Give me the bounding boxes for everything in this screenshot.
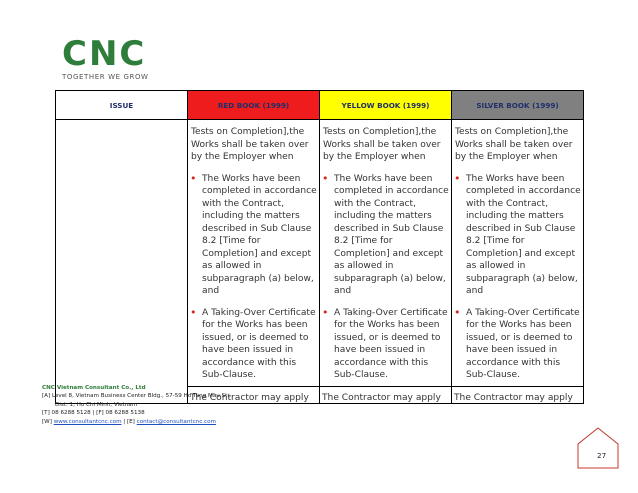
list-item — [452, 307, 583, 382]
logo-tagline: TOGETHER WE GROW — [62, 73, 149, 81]
cell-intro: Tests on Completion],the Works shall be taken over by the Employer when — [323, 127, 441, 162]
bullet-text: A Taking-Over Certificate for the Works has been issued, or is deemed to have been issued in accordance with this Sub-Clause. — [334, 307, 448, 380]
header-red-book: RED BOOK (1999) — [188, 91, 320, 120]
website-link[interactable]: www.consultantcnc.com — [53, 418, 122, 425]
bullet-text: A Taking-Over Certificate for the Works has been issued, or is deemed to have been issued in accordance with this Sub-Clause. — [202, 307, 316, 380]
table-header-row — [56, 91, 584, 120]
bullet-icon: • — [190, 171, 197, 185]
company-logo — [62, 36, 149, 81]
issue-cell — [56, 120, 188, 404]
bullet-list — [452, 173, 583, 382]
page-number: 27 — [597, 451, 607, 460]
header-yellow-book: YELLOW BOOK (1999) — [320, 91, 452, 120]
bullet-list — [188, 173, 319, 382]
list-item — [452, 173, 583, 298]
address-line-1: [A] Level 8, Vietnam Business Center Bldg., 57-59 Ho Tung Mau St., — [42, 393, 231, 400]
bullet-icon: • — [322, 305, 329, 319]
cell-outro: The Contractor may apply — [320, 386, 451, 403]
cell-intro: Tests on Completion],the Works shall be taken over by the Employer when — [455, 127, 573, 162]
bullet-text: The Works have been completed in accordance with the Contract, including the matters described in Sub Clause 8.2 [Time for Completion] and except as allowed in subparagraph (a) below, and — [334, 173, 449, 296]
bullet-icon: • — [454, 305, 461, 319]
bullet-icon: • — [454, 171, 461, 185]
table-row — [56, 120, 584, 404]
bullet-text: The Works have been completed in accordance with the Contract, including the matters described in Sub Clause 8.2 [Time for Completion] and except as allowed in subparagraph (a) below, and — [466, 173, 581, 296]
contact-footer — [42, 384, 231, 426]
list-item — [320, 307, 451, 382]
yellow-book-cell — [320, 120, 452, 404]
list-item — [188, 307, 319, 382]
list-item — [188, 173, 319, 298]
bullet-icon: • — [322, 171, 329, 185]
silver-book-cell — [452, 120, 584, 404]
cell-outro: The Contractor may apply — [452, 386, 583, 403]
page-corner-icon — [576, 426, 620, 470]
comparison-table — [55, 90, 584, 404]
header-issue: ISSUE — [56, 91, 188, 120]
header-silver-book: SILVER BOOK (1999) — [452, 91, 584, 120]
address-line-2: Dist. 1, Ho Chi Minh, Vietnam — [55, 401, 138, 408]
bullet-icon: • — [190, 305, 197, 319]
cell-outro: The Contractor may apply — [188, 386, 319, 403]
logo-mark: CNC — [62, 34, 147, 74]
bullet-list — [320, 173, 451, 382]
email-link[interactable]: contact@consultantcnc.com — [136, 418, 217, 425]
web-line — [42, 418, 231, 426]
company-name: CNC Vietnam Consultant Co., Ltd — [42, 385, 146, 391]
phone-line: [T] 08 6288 5128 | [F] 08 6288 5138 — [42, 410, 145, 417]
cell-intro: Tests on Completion],the Works shall be taken over by the Employer when — [191, 127, 309, 162]
web-prefix: [W] — [42, 418, 54, 425]
bullet-text: The Works have been completed in accordance with the Contract, including the matters described in Sub Clause 8.2 [Time for Completion] and except as allowed in subparagraph (a) below, and — [202, 173, 317, 296]
list-item — [320, 173, 451, 298]
red-book-cell — [188, 120, 320, 404]
email-separator: | [E] — [121, 418, 137, 425]
bullet-text: A Taking-Over Certificate for the Works has been issued, or is deemed to have been issued in accordance with this Sub-Clause. — [466, 307, 580, 380]
